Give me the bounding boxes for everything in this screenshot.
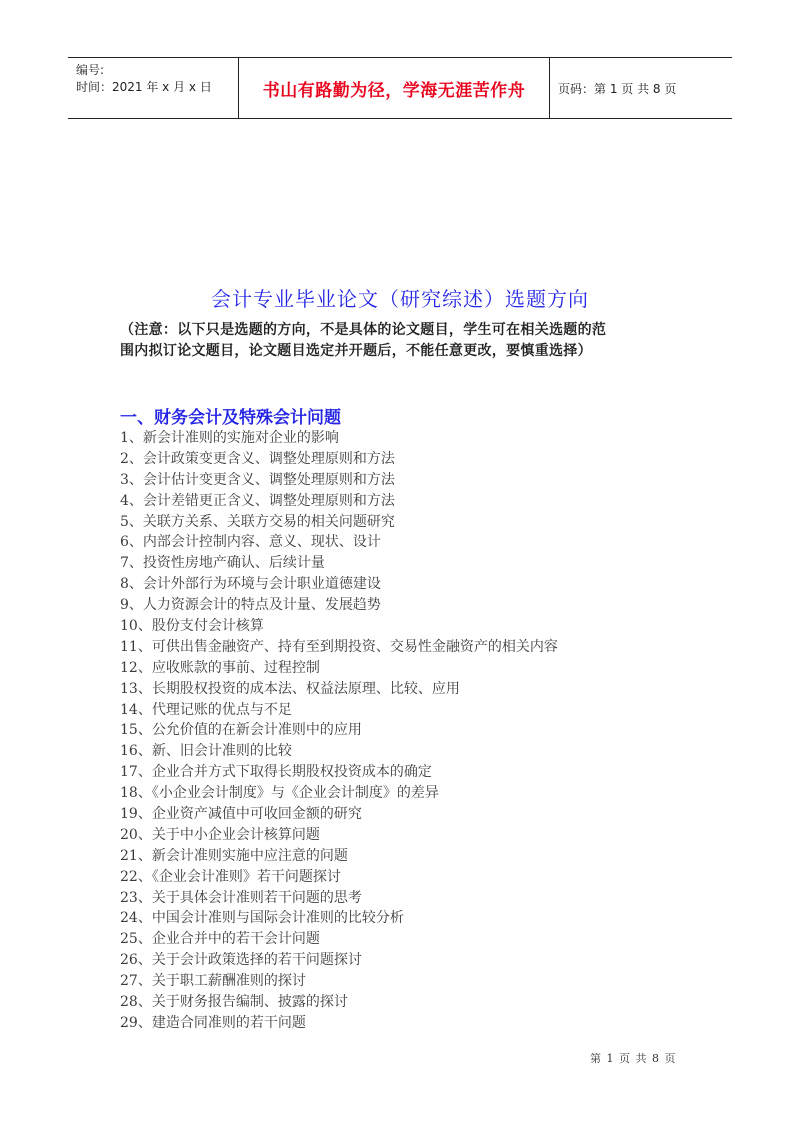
topic-item: 27、关于职工薪酬准则的探讨 [120,973,306,990]
topic-item: 16、新、旧会计准则的比较 [120,743,292,760]
topic-item: 17、企业合并方式下取得长期股权投资成本的确定 [120,764,432,781]
topic-item: 25、企业合并中的若干会计问题 [120,931,320,948]
topic-item: 8、会计外部行为环境与会计职业道德建设 [120,576,381,593]
page-footer: 第 1 页 共 8 页 [590,1052,677,1065]
document-note [120,320,690,362]
header-motto: 书山有路勤为径，学海无涯苦作舟 [238,58,550,118]
topic-item: 21、新会计准则实施中应注意的问题 [120,847,348,864]
topic-item: 18、《小企业会计制度》与《企业会计制度》的差异 [120,785,439,802]
page-header [68,57,732,119]
topic-item: 15、公允价值的在新会计准则中的应用 [120,722,362,739]
topic-item: 10、股份支付会计核算 [120,618,264,635]
topic-item: 12、应收账款的事前、过程控制 [120,659,320,676]
document-time-label: 时间：2021 年 x 月 x 日 [76,80,212,94]
topic-list [120,428,558,1034]
note-line-1: （注意：以下只是选题的方向，不是具体的论文题目，学生可在相关选题的范 [120,322,607,338]
topic-item: 19、企业资产减值中可收回金额的研究 [120,806,362,823]
topic-item: 6、内部会计控制内容、意义、现状、设计 [120,534,381,551]
topic-item: 2、会计政策变更含义、调整处理原则和方法 [120,450,395,467]
topic-item: 14、代理记账的优点与不足 [120,701,292,718]
document-number-label: 编号: [76,63,105,77]
topic-item: 7、投资性房地产确认、后续计量 [120,555,325,572]
topic-item: 22、《企业会计准则》若干问题探讨 [120,868,341,885]
topic-item: 1、新会计准则的实施对企业的影响 [120,430,339,446]
note-line-2: 围内拟订论文题目，论文题目选定并开题后，不能任意更改，要慎重选择） [120,343,592,359]
topic-item: 4、会计差错更正含义、调整处理原则和方法 [120,492,395,509]
topic-item: 20、关于中小企业会计核算问题 [120,826,320,843]
section-heading: 一、财务会计及特殊会计问题 [120,408,341,428]
topic-item: 26、关于会计政策选择的若干问题探讨 [120,952,362,969]
topic-item: 9、人力资源会计的特点及计量、发展趋势 [120,597,381,614]
header-page-info: 页码：第 1 页 共 8 页 [558,81,677,96]
topic-item: 3、会计估计变更含义、调整处理原则和方法 [120,471,395,488]
topic-item: 28、关于财务报告编制、披露的探讨 [120,994,348,1011]
topic-item: 11、可供出售金融资产、持有至到期投资、交易性金融资产的相关内容 [120,638,558,655]
topic-item: 24、中国会计准则与国际会计准则的比较分析 [120,910,404,927]
document-title: 会计专业毕业论文（研究综述）选题方向 [211,287,589,311]
topic-item: 5、关联方关系、关联方交易的相关问题研究 [120,513,395,530]
header-meta [68,58,238,118]
topic-item: 13、长期股权投资的成本法、权益法原理、比较、应用 [120,680,460,697]
topic-item: 29、建造合同准则的若干问题 [120,1014,306,1031]
topic-item: 23、关于具体会计准则若干问题的思考 [120,889,362,906]
